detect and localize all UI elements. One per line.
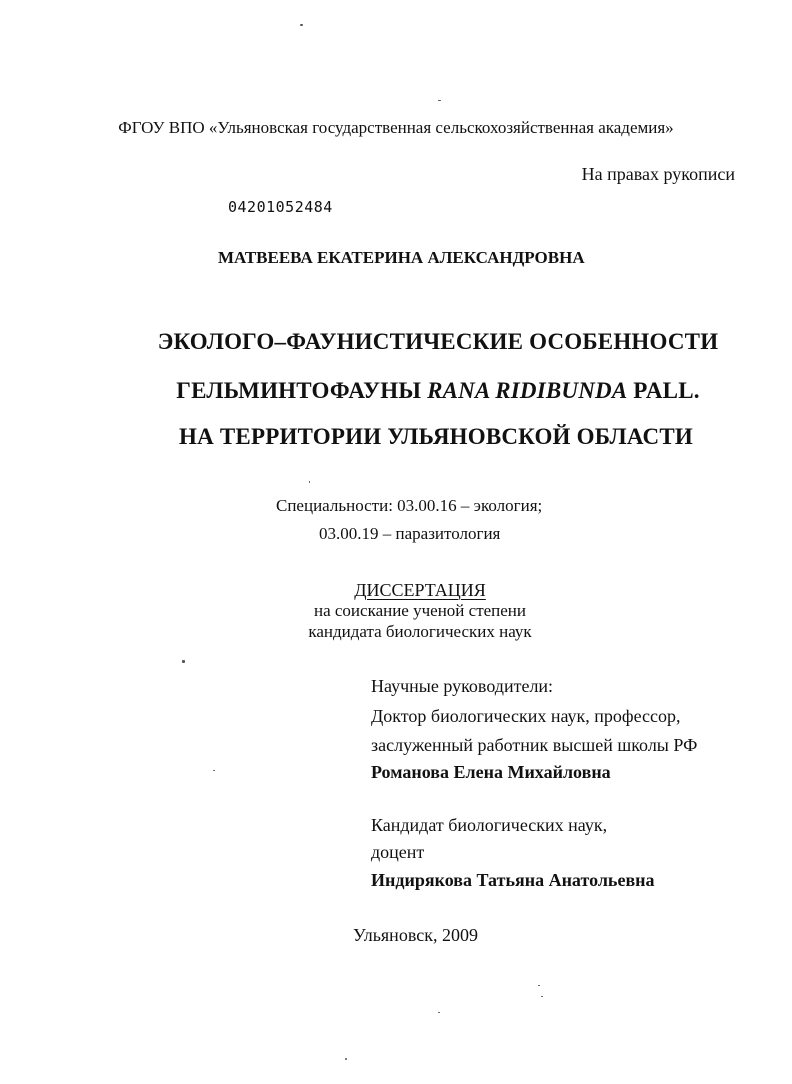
dissertation-heading: ДИССЕРТАЦИЯ: [354, 580, 486, 600]
specialties-line-2: 03.00.19 – паразитология: [319, 524, 501, 543]
scan-speckle: [213, 770, 215, 771]
scan-speckle: [300, 24, 303, 26]
dissertation-degree-line-1: на соискание ученой степени: [313, 601, 527, 620]
supervisor-1-title: заслуженный работник высшей школы РФ: [371, 735, 698, 755]
title-line-3: НА ТЕРРИТОРИИ УЛЬЯНОВСКОЙ ОБЛАСТИ: [179, 424, 693, 449]
scan-speckle: [182, 660, 185, 663]
specialties-line-1: Специальности: 03.00.16 – экология;: [276, 496, 543, 515]
supervisor-2-title: доцент: [371, 842, 425, 862]
scan-speckle: [438, 100, 441, 101]
scan-speckle: [541, 996, 543, 997]
place-and-year: Ульяновск, 2009: [353, 925, 478, 945]
author-name: МАТВЕЕВА ЕКАТЕРИНА АЛЕКСАНДРОВНА: [218, 248, 585, 267]
scan-speckle: [309, 481, 310, 483]
scan-speckle: [345, 1058, 347, 1060]
institution-name: ФГОУ ВПО «Ульяновская государственная сельскохозяйственная академия»: [118, 118, 674, 137]
supervisor-1-name: Романова Елена Михайловна: [371, 762, 611, 782]
supervisors-label: Научные руководители:: [371, 676, 554, 696]
dissertation-degree-line-2: кандидата биологических наук: [308, 622, 532, 641]
title-line-2: ГЕЛЬМИНТОФАУНЫ RANA RIDIBUNDA PALL.: [176, 378, 700, 403]
title-line-1: ЭКОЛОГО–ФАУНИСТИЧЕСКИЕ ОСОБЕННОСТИ: [157, 329, 719, 354]
supervisor-1-degree: Доктор биологических наук, профессор,: [371, 706, 681, 726]
supervisor-2-degree: Кандидат биологических наук,: [371, 815, 608, 835]
scan-speckle: [538, 985, 540, 986]
species-name: RANA RIDIBUNDA: [427, 378, 628, 403]
registration-number: 04201052484: [228, 198, 333, 216]
supervisor-2-name: Индирякова Татьяна Анатольевна: [371, 870, 655, 890]
rights-note: На правах рукописи: [581, 164, 735, 184]
scan-speckle: [438, 1012, 440, 1013]
